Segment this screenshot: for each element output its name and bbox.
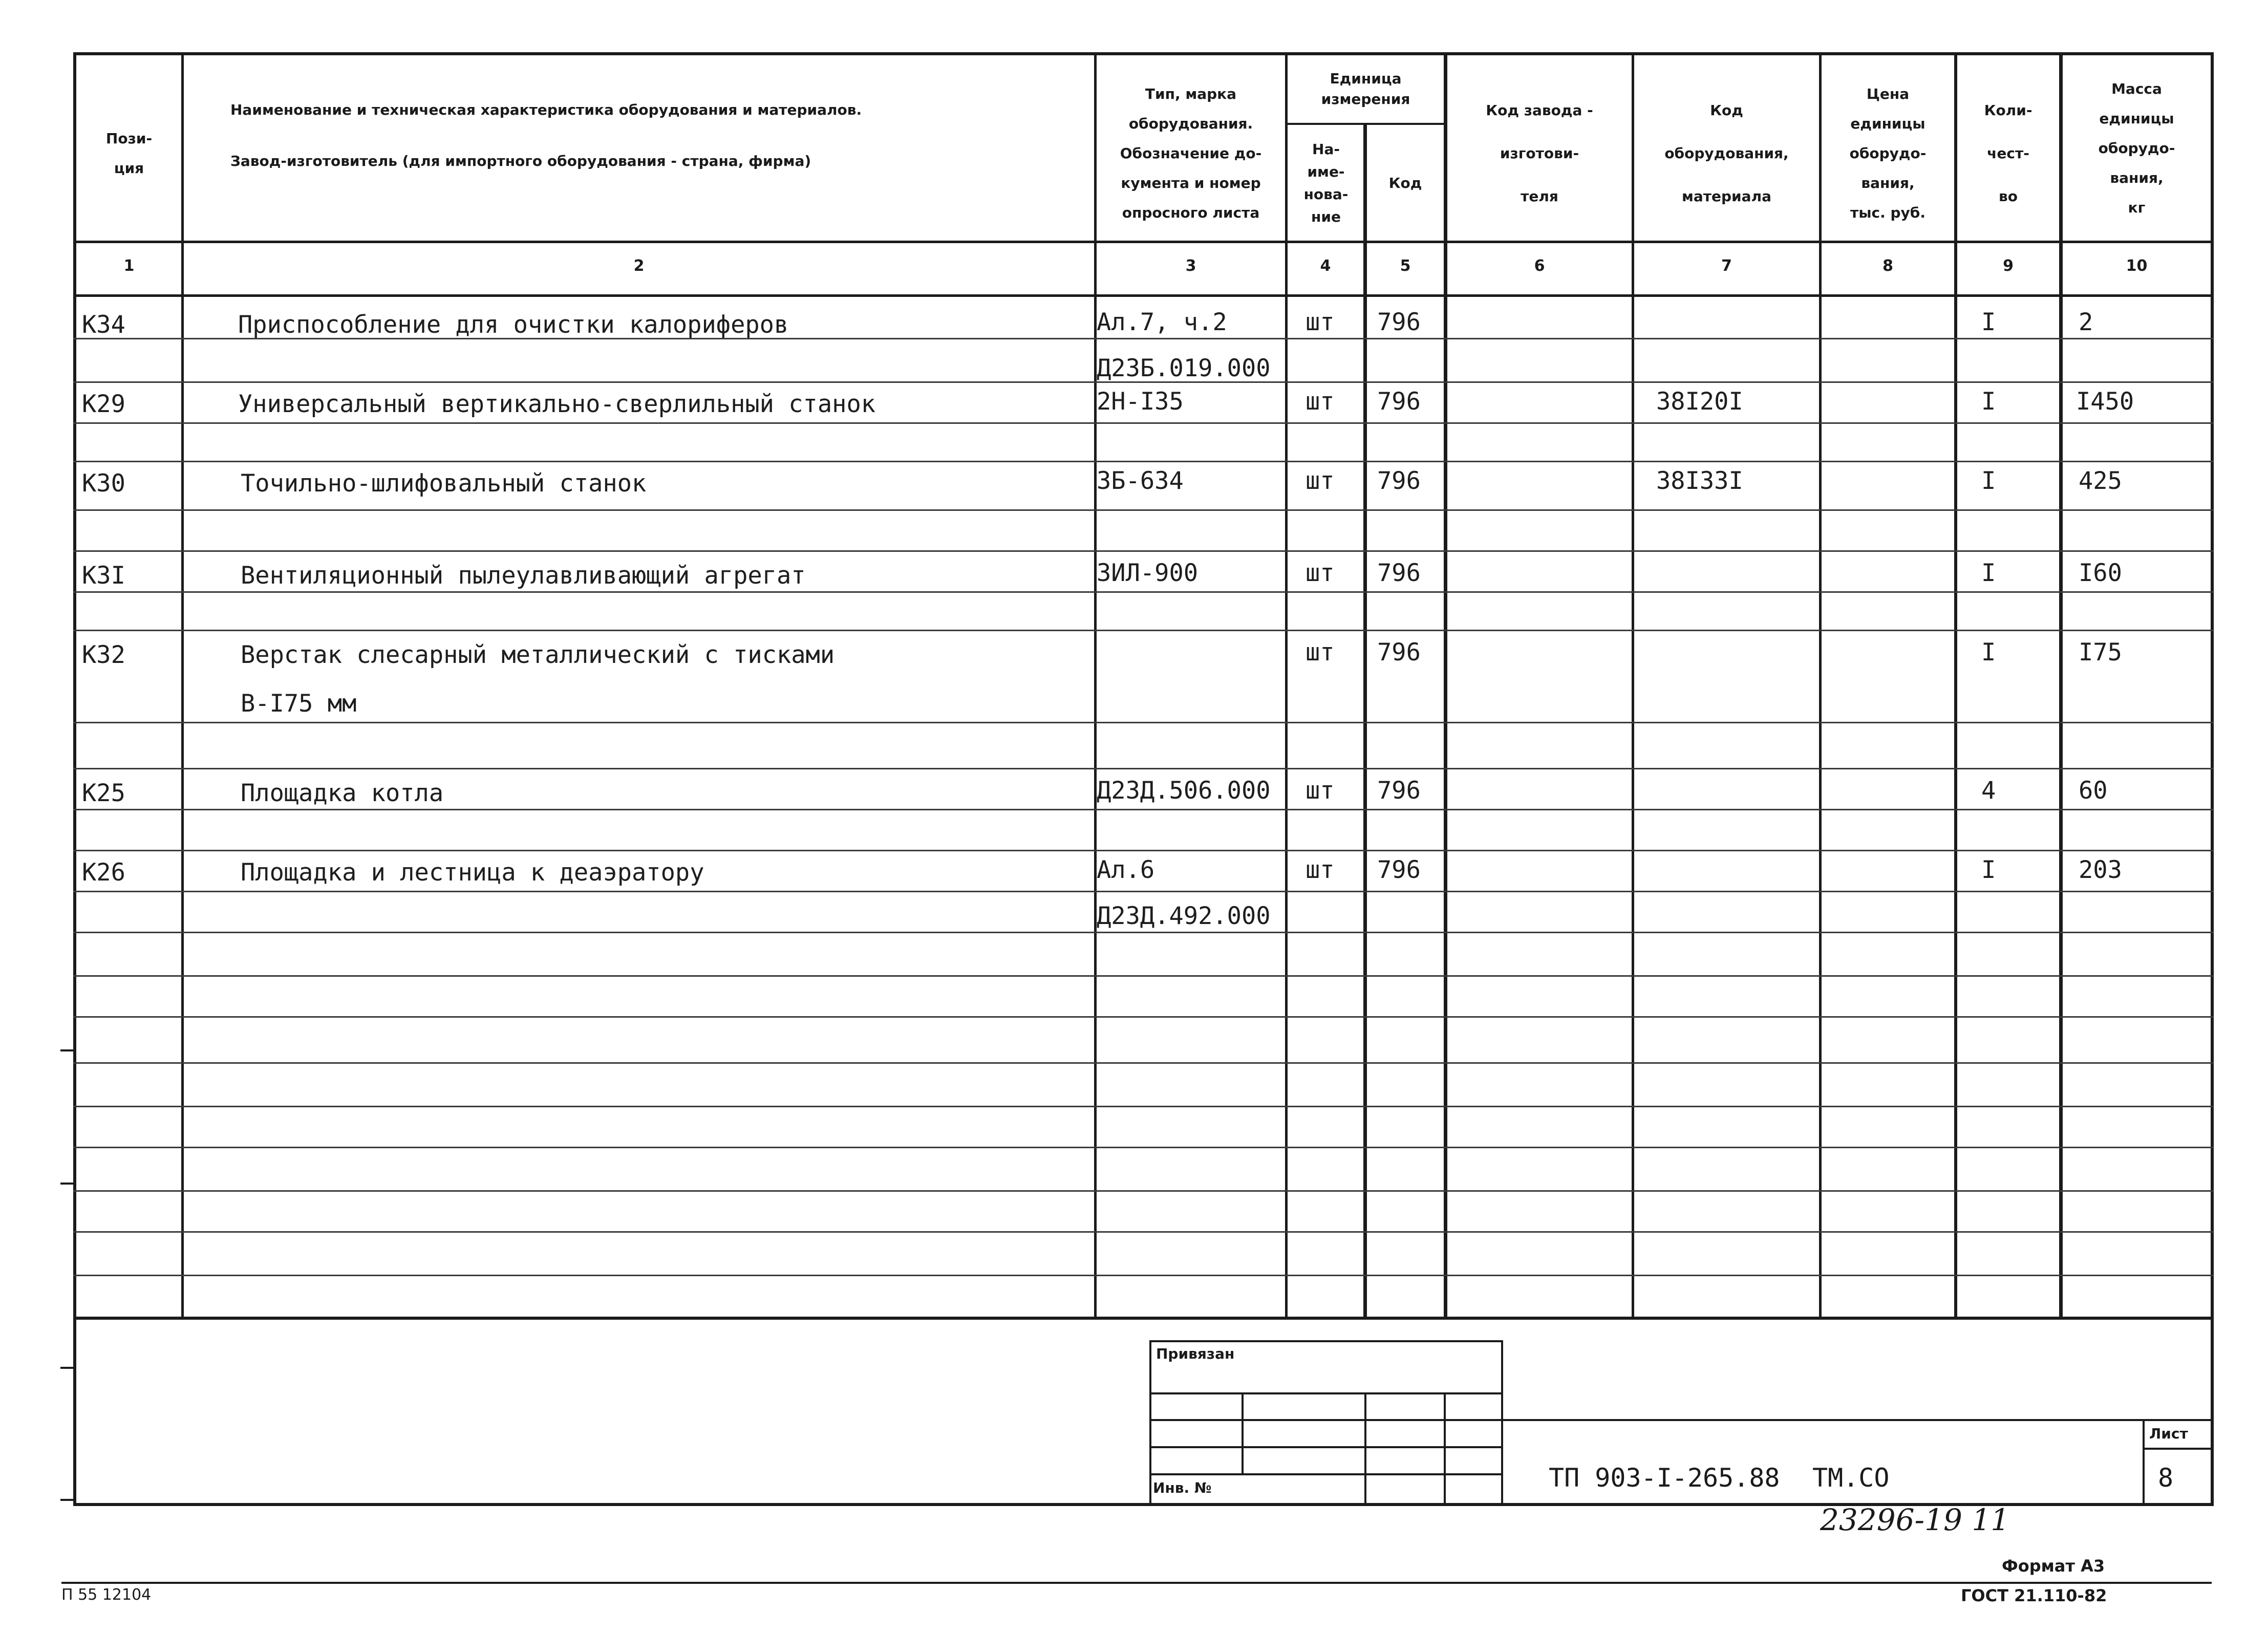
column-number: 6 — [1534, 257, 1545, 275]
row-rule — [73, 768, 2213, 769]
gost-label: ГОСТ 21.110-82 — [1961, 1586, 2107, 1605]
row-unit-code: 796 — [1377, 856, 1421, 884]
col-divider — [1632, 52, 1634, 1318]
row-unit: шт — [1306, 856, 1335, 884]
row-name-continued: В-I75 мм — [241, 690, 357, 718]
stamp-linked-label: Привязан — [1156, 1345, 1235, 1362]
stamp-rule — [1149, 1446, 1503, 1448]
row-unit-code: 796 — [1377, 559, 1421, 587]
row-rule — [73, 891, 2213, 892]
row-position: К32 — [82, 641, 125, 669]
row-rule — [73, 1231, 2213, 1233]
row-name: Площадка котла — [241, 779, 444, 807]
col-divider — [2059, 52, 2063, 1318]
column-number: 10 — [2126, 257, 2148, 275]
stamp-rule — [1149, 1473, 1503, 1475]
column-number: 8 — [1882, 257, 1893, 275]
row-name: Площадка и лестница к деаэратору — [241, 858, 704, 887]
row-unit-code: 796 — [1377, 638, 1421, 667]
stamp-sheet-number: 8 — [2158, 1463, 2174, 1493]
row-name: Верстак слесарный металлический с тисками — [241, 641, 835, 669]
header-unit-code: Код — [1388, 175, 1422, 191]
row-quantity: 4 — [1981, 777, 1996, 805]
header-price: Цена единицы оборудо- вания, тыс. руб. — [1849, 85, 1927, 221]
stamp-rule — [1444, 1392, 1446, 1504]
stamp-rule — [1149, 1392, 1503, 1394]
row-name: Универсальный вертикально-сверлильный станок — [238, 390, 876, 418]
row-mass: 203 — [2079, 856, 2122, 884]
row-type-doc: Д23Б.019.000 — [1097, 354, 1271, 382]
row-position: К26 — [82, 858, 125, 887]
row-equipment-code: 38I33I — [1656, 467, 1743, 495]
row-rule — [73, 722, 2213, 723]
frame-left — [73, 52, 76, 1506]
format-label: Формат А3 — [2002, 1556, 2105, 1576]
row-unit: шт — [1306, 467, 1335, 495]
row-name: Точильно-шлифовальный станок — [241, 469, 647, 498]
margin-tick — [60, 1499, 75, 1501]
row-rule — [73, 1106, 2213, 1107]
footer-rule — [61, 1582, 2212, 1584]
row-mass: 60 — [2079, 777, 2108, 805]
column-number: 4 — [1320, 257, 1331, 275]
table-bottom-rule — [73, 1317, 2213, 1320]
row-unit: шт — [1306, 638, 1335, 667]
row-name: Приспособление для очистки калориферов — [238, 311, 789, 339]
column-number: 3 — [1185, 257, 1196, 275]
margin-tick — [60, 1367, 75, 1369]
row-mass: 2 — [2079, 308, 2093, 336]
stamp-rule — [1242, 1392, 1244, 1474]
header-position: Пози- ция — [105, 130, 153, 177]
row-unit-code: 796 — [1377, 308, 1421, 336]
row-rule — [73, 1147, 2213, 1148]
frame-right — [2211, 52, 2214, 1506]
header-unit-group: Единица измерения — [1321, 70, 1410, 108]
margin-tick — [60, 1183, 75, 1185]
row-rule — [73, 1062, 2213, 1064]
row-quantity: I — [1981, 308, 1996, 336]
stamp-rule — [1364, 1392, 1366, 1504]
row-type: Д23Д.506.000 — [1097, 777, 1271, 805]
col-divider — [181, 52, 184, 1318]
column-number: 2 — [633, 257, 645, 275]
row-mass: I450 — [2076, 388, 2134, 416]
stamp-sheet-label: Лист — [2149, 1425, 2188, 1442]
row-rule — [73, 809, 2213, 810]
row-position: К30 — [82, 469, 125, 498]
margin-tick — [60, 1049, 75, 1051]
stamp-rule — [1149, 1419, 2212, 1421]
col-divider — [1954, 52, 1957, 1318]
row-mass: 425 — [2079, 467, 2122, 495]
row-rule — [73, 630, 2213, 631]
row-mass: I60 — [2079, 559, 2122, 587]
column-number: 9 — [2003, 257, 2014, 275]
row-name: Вентиляционный пылеулавливающий агрегат — [241, 562, 806, 590]
header-type: Тип, марка оборудования. Обозначение до- кумента и номер опросного листа — [1120, 85, 1262, 221]
row-quantity: I — [1981, 388, 1996, 416]
row-mass: I75 — [2079, 638, 2122, 667]
row-position: К25 — [82, 779, 125, 807]
row-type-doc: Д23Д.492.000 — [1097, 902, 1271, 930]
col-divider — [1363, 123, 1367, 1318]
col-divider — [1285, 52, 1288, 1318]
row-type: 2Н-I35 — [1097, 388, 1184, 416]
col-divider — [1819, 52, 1822, 1318]
row-quantity: I — [1981, 467, 1996, 495]
row-rule — [73, 550, 2213, 552]
row-unit: шт — [1306, 388, 1335, 416]
stamp-rule — [2143, 1419, 2145, 1504]
stamp-mark: ТМ.СО — [1812, 1463, 1890, 1493]
row-rule — [73, 461, 2213, 462]
row-rule — [73, 975, 2213, 977]
header-rule — [73, 241, 2213, 243]
row-unit-code: 796 — [1377, 777, 1421, 805]
row-type: ЗИЛ-900 — [1097, 559, 1199, 587]
frame-top — [73, 52, 2213, 55]
header-mass: Масса единицы оборудо- вания, кг — [2098, 80, 2175, 216]
row-position: К29 — [82, 390, 125, 418]
colnum-rule — [73, 294, 2213, 297]
header-equipment-code: Код оборудования, материала — [1664, 102, 1789, 205]
stamp-rule — [1149, 1340, 1503, 1342]
row-unit: шт — [1306, 559, 1335, 587]
stamp-rule — [1501, 1340, 1503, 1504]
row-unit: шт — [1306, 308, 1335, 336]
row-position: К3I — [82, 562, 125, 590]
column-number: 7 — [1721, 257, 1732, 275]
handwritten-number: 23296-19 11 — [1820, 1502, 2010, 1537]
stamp-rule — [2143, 1448, 2212, 1450]
row-rule — [73, 932, 2213, 933]
column-number: 1 — [123, 257, 135, 275]
header-factory-code: Код завода - изготови- теля — [1486, 102, 1593, 205]
row-rule — [73, 850, 2213, 851]
row-unit-code: 796 — [1377, 467, 1421, 495]
header-quantity: Коли- чест- во — [1984, 102, 2032, 205]
row-rule — [73, 1016, 2213, 1018]
col-divider — [1444, 52, 1447, 1318]
col-divider — [1094, 52, 1097, 1318]
row-quantity: I — [1981, 856, 1996, 884]
row-type: Ал.6 — [1097, 856, 1155, 884]
row-type: 3Б-634 — [1097, 467, 1184, 495]
row-equipment-code: 38I20I — [1656, 388, 1743, 416]
row-rule — [73, 1190, 2213, 1192]
row-quantity: I — [1981, 638, 1996, 667]
stamp-inventory-label: Инв. № — [1153, 1479, 1212, 1496]
row-unit-code: 796 — [1377, 388, 1421, 416]
archive-number: П 55 12104 — [61, 1586, 152, 1604]
row-rule — [73, 1275, 2213, 1276]
row-quantity: I — [1981, 559, 1996, 587]
header-name: Наименование и техническая характеристика оборудования и материалов. Завод-изготовитель (для импортного оборудования - страна, фирма) — [230, 101, 862, 169]
row-rule — [73, 422, 2213, 424]
row-rule — [73, 591, 2213, 593]
row-type: Ал.7, ч.2 — [1097, 308, 1227, 336]
header-unit-name: На- име- нова- ние — [1303, 141, 1349, 225]
column-number: 5 — [1400, 257, 1411, 275]
row-rule — [73, 509, 2213, 511]
row-position: К34 — [82, 311, 125, 339]
row-unit: шт — [1306, 777, 1335, 805]
stamp-rule — [1149, 1340, 1151, 1504]
stamp-document-code: ТП 903-I-265.88 — [1549, 1463, 1780, 1493]
